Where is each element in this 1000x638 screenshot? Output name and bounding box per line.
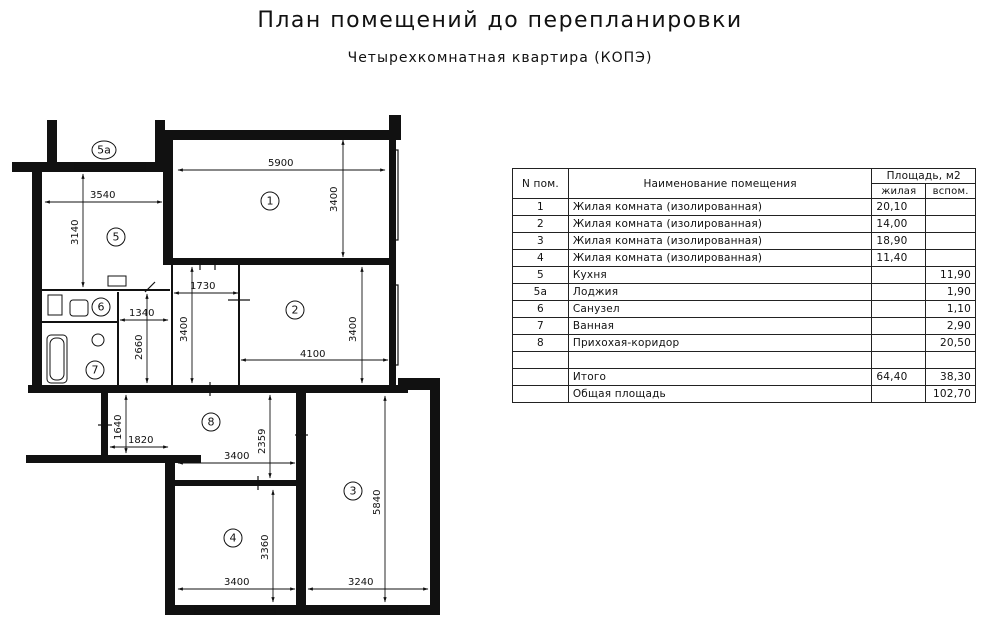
dim-r5-width: 3540	[90, 190, 116, 201]
room-8-label: 8	[207, 415, 215, 429]
room-1-label: 1	[266, 194, 274, 208]
cell-num: 3	[513, 233, 569, 250]
cell-num	[513, 386, 569, 403]
page-title: План помещений до перепланировки	[257, 8, 743, 33]
cell-name	[568, 352, 872, 369]
cell-name: Итого	[568, 369, 872, 386]
table-row	[513, 386, 976, 403]
table-row	[513, 216, 976, 233]
cell-aux	[926, 199, 976, 216]
room-6-label: 6	[97, 300, 105, 314]
dim-hall-width-1: 1820	[128, 435, 154, 446]
cell-num: 6	[513, 301, 569, 318]
cell-living: 14,00	[872, 216, 926, 233]
col-header-num: N пом.	[513, 169, 569, 199]
dim-r4-height: 3360	[260, 534, 271, 560]
cell-aux: 11,90	[926, 267, 976, 284]
cell-aux: 102,70	[926, 386, 976, 403]
cell-num: 1	[513, 199, 569, 216]
cell-aux: 1,10	[926, 301, 976, 318]
cell-aux: 1,90	[926, 284, 976, 301]
rooms-table	[512, 168, 976, 403]
col-header-name: Наименование помещения	[568, 169, 872, 199]
cell-living	[872, 335, 926, 352]
cell-aux	[926, 233, 976, 250]
cell-name: Санузел	[568, 301, 872, 318]
cell-name: Общая площадь	[568, 386, 872, 403]
table-row	[513, 352, 976, 369]
dim-hall-height-2: 2359	[257, 428, 268, 454]
room-5a-label: 5а	[97, 143, 111, 157]
dim-r2-height: 3400	[348, 316, 359, 342]
cell-num: 4	[513, 250, 569, 267]
cell-num	[513, 369, 569, 386]
table-row	[513, 301, 976, 318]
table-row	[513, 233, 976, 250]
cell-living	[872, 386, 926, 403]
cell-living	[872, 318, 926, 335]
cell-num: 5а	[513, 284, 569, 301]
room-7-label: 7	[91, 363, 99, 377]
cell-aux	[926, 352, 976, 369]
dimension-labels	[70, 158, 383, 588]
page-subtitle: Четырехкомнатная квартира (КОПЭ)	[347, 50, 653, 66]
cell-num: 7	[513, 318, 569, 335]
cell-aux: 38,30	[926, 369, 976, 386]
cell-aux: 2,90	[926, 318, 976, 335]
cell-num: 2	[513, 216, 569, 233]
table-row	[513, 250, 976, 267]
cell-name: Прихохая-коридор	[568, 335, 872, 352]
dim-bath-height: 2660	[134, 334, 145, 360]
room-2-label: 2	[291, 303, 299, 317]
cell-num	[513, 352, 569, 369]
cell-name: Кухня	[568, 267, 872, 284]
room-3-label: 3	[349, 484, 357, 498]
dim-hall-height-1: 1640	[113, 414, 124, 440]
table-row	[513, 267, 976, 284]
table-row	[513, 369, 976, 386]
cell-living	[872, 301, 926, 318]
cell-living: 18,90	[872, 233, 926, 250]
dim-hall-width-2: 3400	[224, 451, 250, 462]
cell-living: 11,40	[872, 250, 926, 267]
dim-corridor-width: 1730	[190, 281, 216, 292]
windows	[75, 150, 407, 614]
col-header-area: Площадь, м2	[872, 169, 976, 184]
table-row	[513, 199, 976, 216]
cell-aux	[926, 250, 976, 267]
cell-living	[872, 284, 926, 301]
col-header-aux: вспом.	[926, 184, 976, 199]
table-row	[513, 335, 976, 352]
cell-name: Жилая комната (изолированная)	[568, 250, 872, 267]
room-5-label: 5	[112, 230, 120, 244]
cell-num: 8	[513, 335, 569, 352]
cell-living: 64,40	[872, 369, 926, 386]
cell-aux	[926, 216, 976, 233]
table-row	[513, 318, 976, 335]
cell-name: Жилая комната (изолированная)	[568, 216, 872, 233]
cell-living	[872, 352, 926, 369]
cell-name: Жилая комната (изолированная)	[568, 233, 872, 250]
room-4-label: 4	[229, 531, 237, 545]
dim-r3-width: 3240	[348, 577, 374, 588]
cell-living: 20,10	[872, 199, 926, 216]
dim-r2-width: 4100	[300, 349, 326, 360]
dim-bath-width: 1340	[129, 308, 155, 319]
cell-living	[872, 267, 926, 284]
table-row	[513, 284, 976, 301]
cell-name: Жилая комната (изолированная)	[568, 199, 872, 216]
dim-r4-width: 3400	[224, 577, 250, 588]
table-header-row	[513, 169, 976, 184]
cell-name: Лоджия	[568, 284, 872, 301]
dim-r3-height: 5840	[372, 489, 383, 515]
cell-aux: 20,50	[926, 335, 976, 352]
dim-corridor-height: 3400	[179, 316, 190, 342]
dim-r5-height: 3140	[70, 219, 81, 245]
col-header-living: жилая	[872, 184, 926, 199]
cell-name: Ванная	[568, 318, 872, 335]
dim-r1-width: 5900	[268, 158, 294, 169]
dim-r1-height: 3400	[329, 186, 340, 212]
cell-num: 5	[513, 267, 569, 284]
